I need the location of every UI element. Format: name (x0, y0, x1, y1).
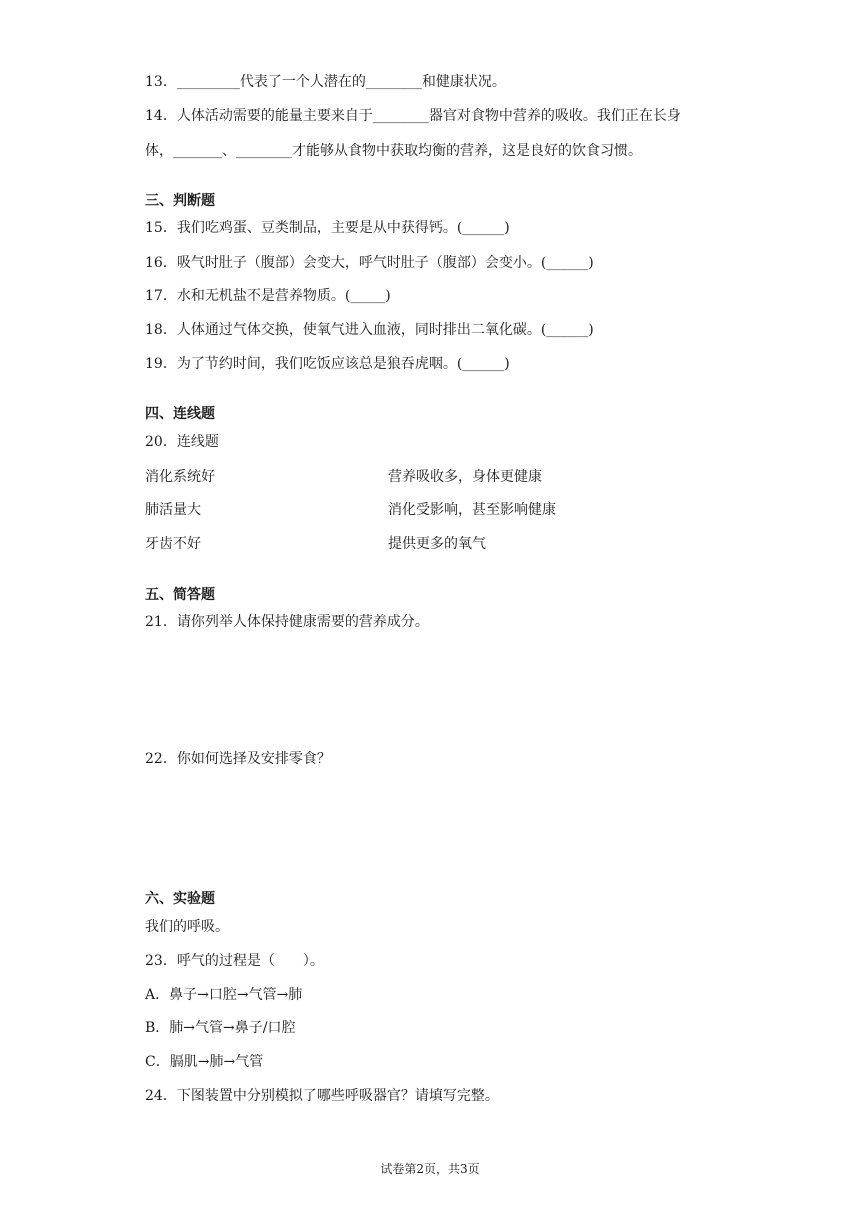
question-22: 22．你如何选择及安排零食？ (145, 751, 331, 767)
option-b: B．肺→气管→鼻子/口腔 (145, 1020, 296, 1036)
matching-right-item: 消化受影响，甚至影响健康 (388, 502, 556, 518)
question-14-line-2: 体，_______、________才能够从食物中获取均衡的营养，这是良好的饮食习惯。 (145, 143, 642, 159)
question-13: 13．_________代表了一个人潜在的________和健康状况。 (145, 74, 506, 90)
matching-left-item: 肺活量大 (145, 502, 201, 518)
matching-right-item: 营养吸收多，身体更健康 (388, 469, 542, 485)
matching-right-item: 提供更多的氧气 (388, 536, 486, 552)
question-18: 18．人体通过气体交换，使氧气进入血液，同时排出二氧化碳。(______) (145, 322, 594, 338)
option-a: A．鼻子→口腔→气管→肺 (145, 987, 303, 1003)
question-19: 19．为了节约时间，我们吃饭应该总是狼吞虎咽。(______) (145, 356, 510, 372)
experiment-intro: 我们的呼吸。 (145, 919, 229, 935)
section-heading-judge: 三、判断题 (145, 193, 215, 209)
question-21: 21．请你列举人体保持健康需要的营养成分。 (145, 614, 429, 630)
question-20: 20．连线题 (145, 434, 219, 450)
matching-left-item: 消化系统好 (145, 469, 215, 485)
matching-left-item: 牙齿不好 (145, 536, 201, 552)
question-16: 16．吸气时肚子（腹部）会变大，呼气时肚子（腹部）会变小。(______) (145, 255, 594, 271)
section-heading-experiment: 六、实验题 (145, 891, 215, 907)
question-23: 23．呼气的过程是（ ）。 (145, 953, 324, 969)
page-footer: 试卷第2页，共3页 (380, 1162, 480, 1176)
section-heading-short-answer: 五、简答题 (145, 587, 215, 603)
question-15: 15．我们吃鸡蛋、豆类制品，主要是从中获得钙。(______) (145, 220, 510, 236)
question-24: 24．下图装置中分别模拟了哪些呼吸器官？请填写完整。 (145, 1088, 499, 1104)
section-heading-matching: 四、连线题 (145, 406, 215, 422)
question-14-line-1: 14．人体活动需要的能量主要来自于________器官对食物中营养的吸收。我们正在长身 (145, 108, 681, 124)
option-c: C．膈肌→肺→气管 (145, 1054, 264, 1070)
question-17: 17．水和无机盐不是营养物质。(_____) (145, 288, 391, 304)
